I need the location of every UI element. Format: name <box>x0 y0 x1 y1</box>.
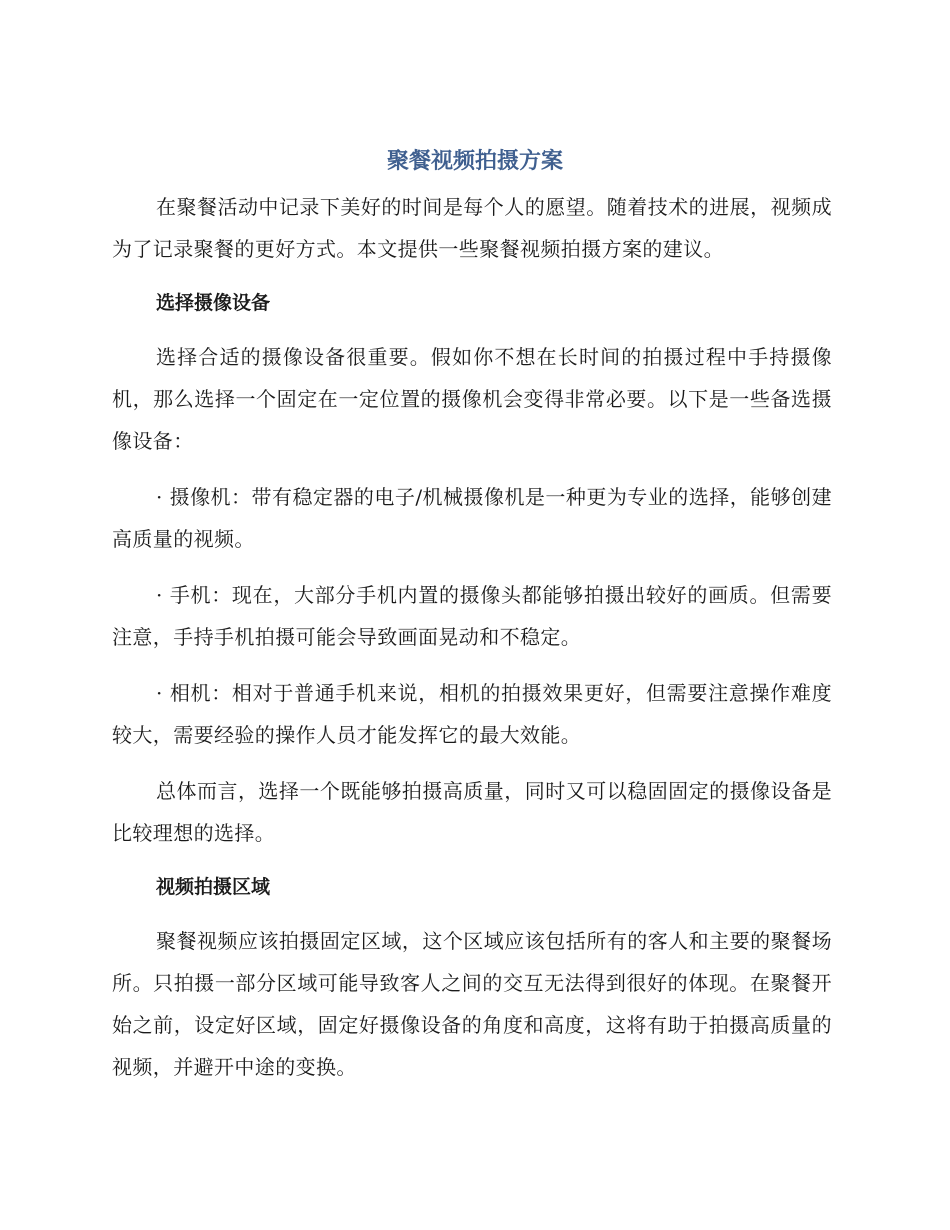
equipment-bullet-camera: · 相机：相对于普通手机来说，相机的拍摄效果更好，但需要注意操作难度较大，需要经验的操作人员才能发挥它的最大效能。 <box>112 681 832 747</box>
intro-paragraph: 在聚餐活动中记录下美好的时间是每个人的愿望。随着技术的进展，视频成为了记录聚餐的更好方式。本文提供一些聚餐视频拍摄方案的建议。 <box>112 195 832 261</box>
document-title: 聚餐视频拍摄方案 <box>386 149 563 174</box>
document-body <box>112 186 832 1088</box>
equipment-summary-paragraph: 总体而言，选择一个既能够拍摄高质量，同时又可以稳固固定的摄像设备是比较理想的选择。 <box>112 779 832 845</box>
area-paragraph: 聚餐视频应该拍摄固定区域，这个区域应该包括所有的客人和主要的聚餐场所。只拍摄一部分区域可能导致客人之间的交互无法得到很好的体现。在聚餐开始之前，设定好区域，固定好摄像设备的角度和高度，这将有助于拍摄高质量的视频，并避开中途的变换。 <box>112 929 832 1079</box>
equipment-paragraph: 选择合适的摄像设备很重要。假如你不想在长时间的拍摄过程中手持摄像机，那么选择一个固定在一定位置的摄像机会变得非常必要。以下是一些备选摄像设备： <box>112 345 832 453</box>
section-heading-equipment: 选择摄像设备 <box>156 292 271 314</box>
equipment-bullet-camcorder: · 摄像机：带有稳定器的电子/机械摄像机是一种更为专业的选择，能够创建高质量的视频。 <box>112 485 832 551</box>
equipment-bullet-phone: · 手机：现在，大部分手机内置的摄像头都能够拍摄出较好的画质。但需要注意，手持手机拍摄可能会导致画面晃动和不稳定。 <box>112 583 832 649</box>
section-heading-area: 视频拍摄区域 <box>156 876 271 898</box>
